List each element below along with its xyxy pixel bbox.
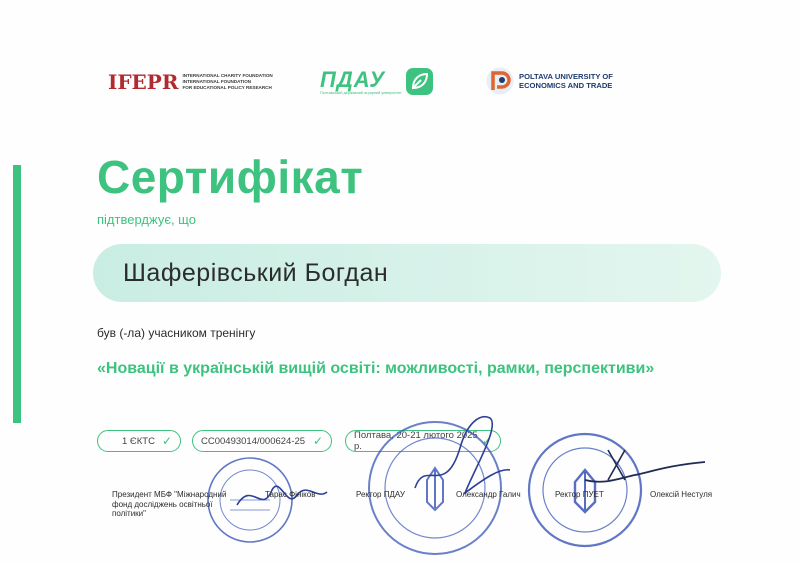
recipient-name: Шаферівський Богдан — [123, 259, 389, 287]
president-title: Президент МБФ "Міжнародний фонд досліджень освітньої політики" — [112, 490, 227, 518]
check-icon: ✓ — [312, 434, 323, 448]
confirms-text: підтверджує, що — [97, 212, 196, 227]
ifepr-line1: INTERNATIONAL CHARITY FOUNDATION — [182, 73, 273, 78]
puet-emblem-icon — [485, 66, 515, 96]
rector1-name: Олександр Галич — [456, 490, 521, 499]
rector2-title: Ректор ПУЕТ — [555, 490, 604, 499]
certificate-code: СС00493014/000624-25 — [201, 435, 306, 447]
leaf-icon — [406, 68, 433, 95]
participation-text: був (-ла) учасником тренінгу — [97, 326, 256, 340]
check-icon: ✓ — [161, 434, 172, 448]
training-title: «Новації в українській вищій освіті: можливості, рамки, перспективи» — [97, 360, 655, 377]
ifepr-line2: INTERNATIONAL FOUNDATION — [182, 79, 252, 84]
credits-value: 1 ЄКТС — [122, 435, 155, 447]
puet-name — [519, 72, 613, 90]
ifepr-line3: FOR EDUCATIONAL POLICY RESEARCH — [182, 85, 272, 90]
pdau-logo — [320, 65, 436, 99]
check-icon: ✓ — [481, 434, 492, 448]
pdau-wordmark: ПДАУ — [320, 67, 386, 92]
pdau-tagline: Полтавський державний аграрний університет — [320, 91, 402, 95]
ifepr-logo — [108, 70, 273, 94]
rector1-title: Ректор ПДАУ — [356, 490, 405, 499]
ifepr-fullname — [182, 73, 272, 91]
recipient-band — [93, 244, 721, 302]
certificate-title: Сертифікат — [97, 151, 364, 203]
ifepr-acronym: IFEPR — [108, 70, 179, 94]
puet-logo — [485, 66, 613, 96]
puet-line2: ECONOMICS AND TRADE — [519, 81, 613, 90]
place-date: Полтава, 20-21 лютого 2025 р. — [354, 430, 478, 452]
credits-pill — [97, 430, 181, 452]
puet-line1: POLTAVA UNIVERSITY OF — [519, 72, 613, 81]
accent-side-bar — [13, 165, 21, 423]
code-pill — [192, 430, 332, 452]
president-name: Тарас Фініков — [265, 490, 316, 499]
rector2-name: Олексій Нестуля — [650, 490, 713, 499]
